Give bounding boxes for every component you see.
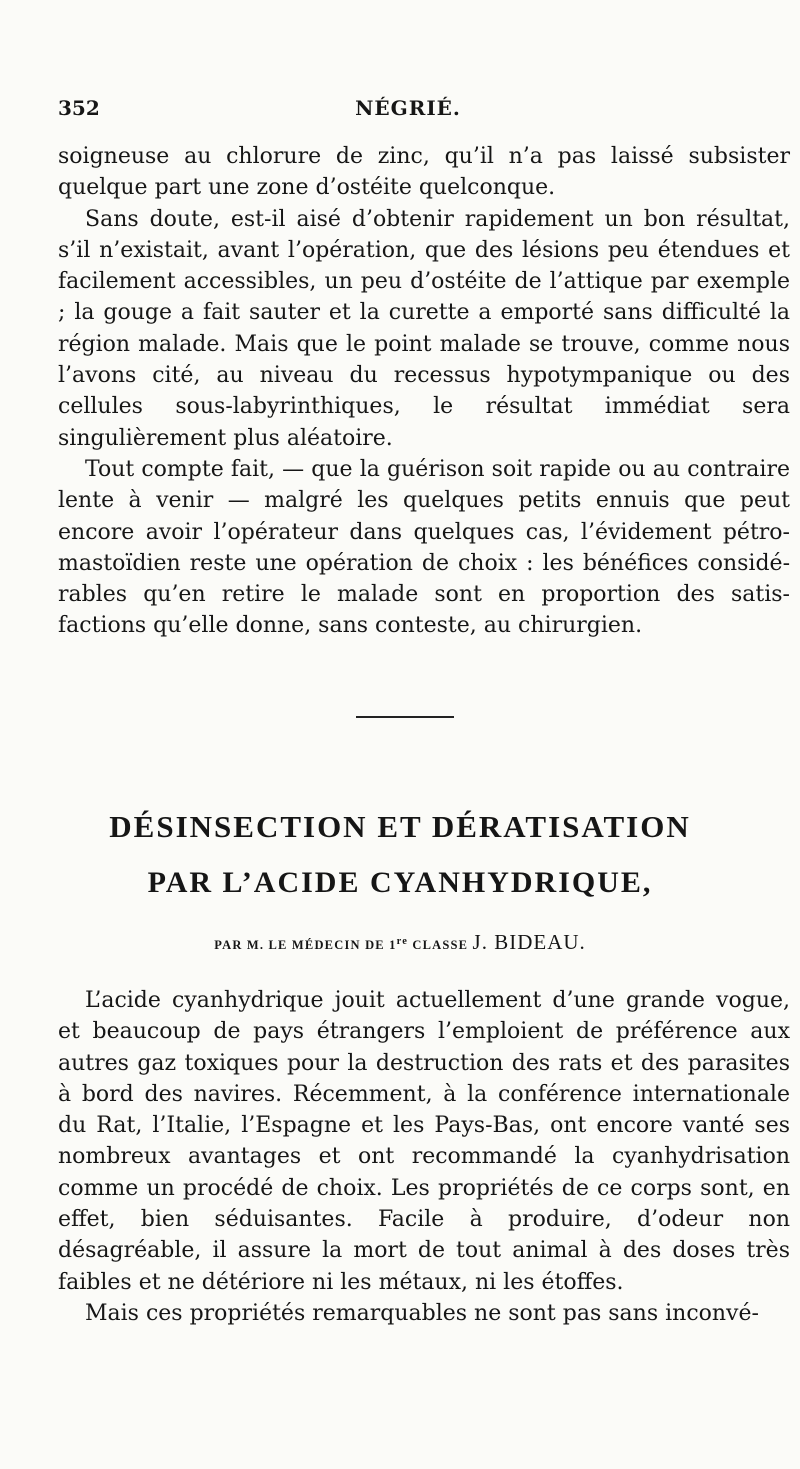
- page-number: 352: [58, 96, 100, 120]
- article-byline: [0, 930, 800, 955]
- paragraph: L’acide cyanhydrique jouit actuellement d’une grande vogue, et beaucoup de pays étrangers l’emploient de préférence aux autres gaz toxiques pour la destruction des rats et des parasites à bord des navires. Récemment, à la conférence internationale du Rat, l’Italie, l’Espagne et les Pays-Bas, ont encore vanté ses nombreux avantages et ont recommandé la cyanhydrisation comme un procédé de choix. Les propriétés de ce corps sont, en effet, bien séduisantes. Facile à produire, d’odeur non désagréable, il assure la mort de tout animal à des doses très faibles et ne détériore ni les métaux, ni les étoffes.: [58, 988, 790, 1295]
- byline-prefix: PAR M. LE MÉDECIN DE 1: [214, 938, 397, 952]
- paragraph: Sans doute, est-il aisé d’obtenir rapidement un bon résultat, s’il n’existait, avant l’opération, que des lésions peu étendues et facilement accessibles, un peu d’ostéite de l’attique par exemple ; la gouge a fait sauter et la curette a emporté sans difficulté la région malade. Mais que le point malade se trouve, comme nous l’avons cité, au niveau du recessus hypotympanique ou des cellules sous-labyrinthiques, le résultat immédiat sera singulièrement plus aléatoire.: [58, 206, 790, 451]
- running-head: [58, 96, 758, 126]
- running-title: NÉGRIÉ.: [355, 96, 461, 120]
- paragraph: Tout compte fait, — que la guérison soit rapide ou au contraire lente à venir — malgré les quelques petits ennuis que peut encore avoir l’opérateur dans quelques cas, l’évidement pétro-mastoïdien reste une opération de choix : les bénéfices considé-rables qu’en retire le malade sont en proportion des satis-factions qu’elle donne, sans conteste, au chirurgien.: [58, 456, 790, 639]
- article-title-line1: DÉSINSECTION ET DÉRATISATION: [109, 809, 691, 844]
- byline-author: J. BIDEAU.: [472, 930, 586, 954]
- article-body: [58, 985, 790, 1329]
- article-title-line2: PAR L’ACIDE CYANHYDRIQUE,: [147, 866, 653, 899]
- byline-rank: CLASSE: [408, 938, 473, 952]
- section-divider: [356, 716, 454, 718]
- previous-article-text: [58, 141, 790, 642]
- byline-superscript: re: [396, 935, 409, 947]
- paragraph: soigneuse au chlorure de zinc, qu’il n’a pas laissé subsister quelque part une zone d’ostéite quelconque.: [58, 144, 790, 201]
- paragraph: Mais ces propriétés remarquables ne sont pas sans inconvé-: [85, 1300, 759, 1326]
